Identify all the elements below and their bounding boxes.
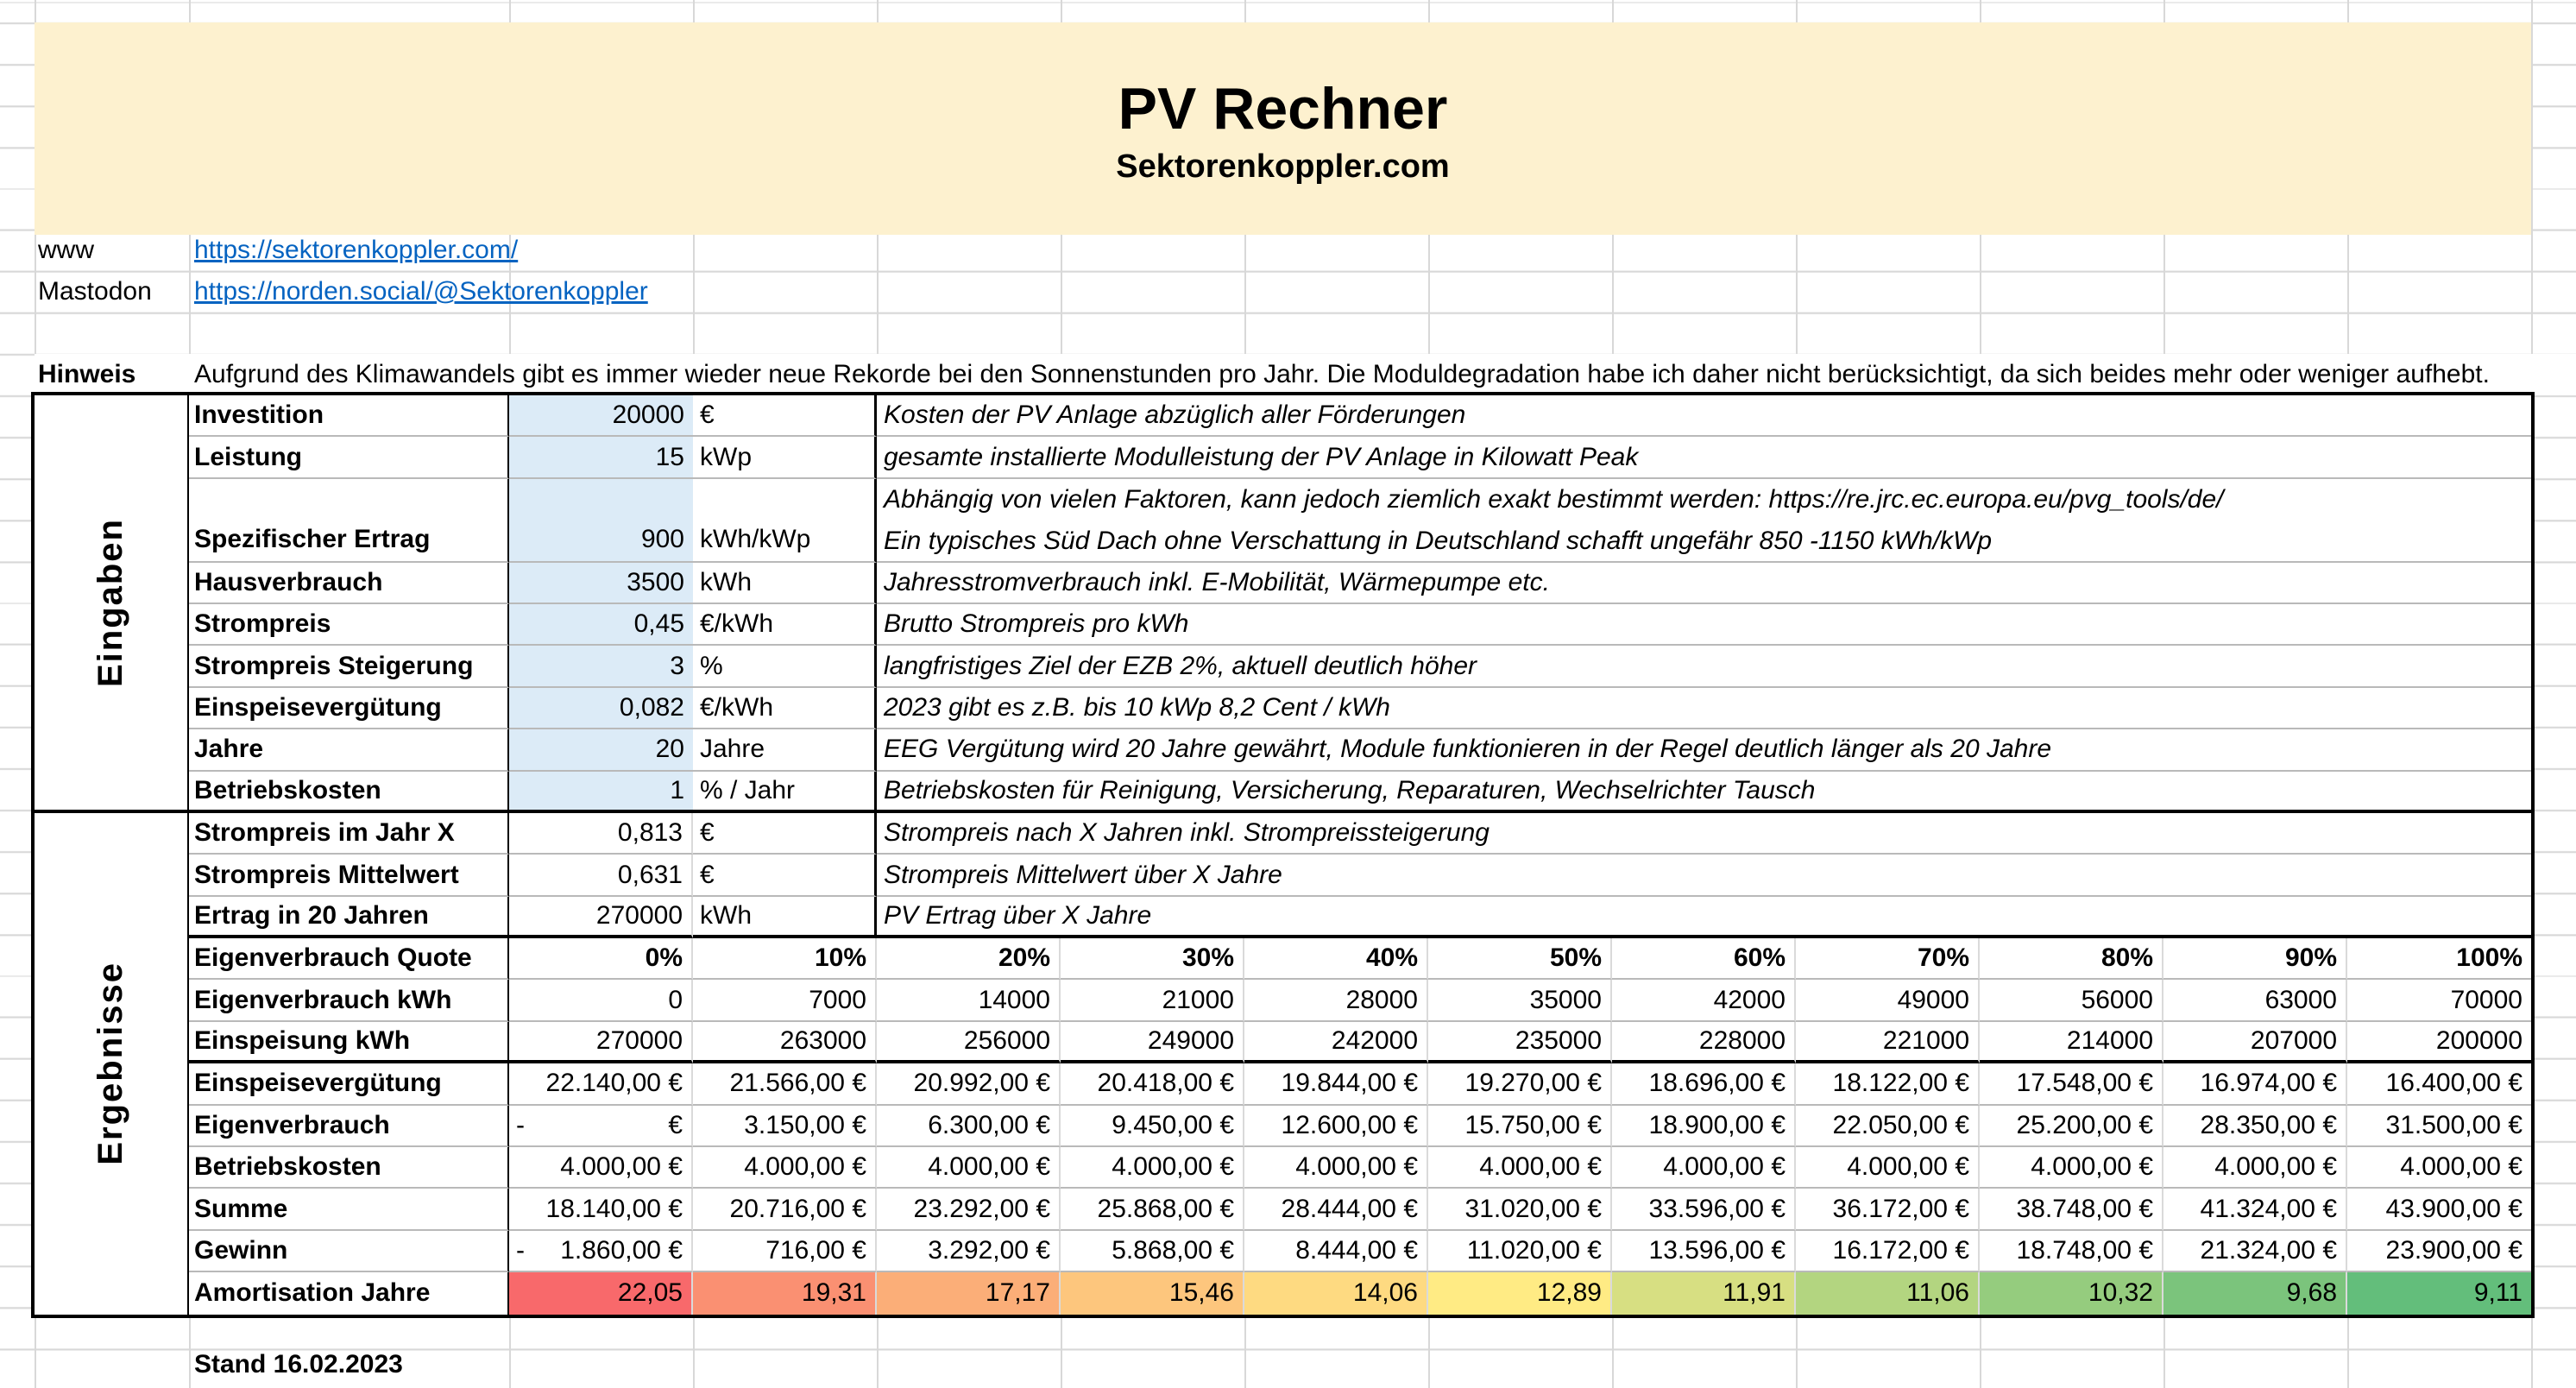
gewinn-value-5: 11.020,00 € bbox=[1428, 1231, 1612, 1272]
einspeiseverg-tung-value-2: 20.992,00 € bbox=[877, 1063, 1061, 1105]
eingabe-input-spezifischer-ertrag[interactable]: 900 bbox=[509, 479, 693, 563]
einspeiseverg-tung-value-8: 17.548,00 € bbox=[1980, 1063, 2163, 1105]
eingabe-input-einspeiseverg-tung[interactable]: 0,082 bbox=[509, 688, 693, 729]
eingabe-desc-jahre: EEG Vergütung wird 20 Jahre gewährt, Module funktionieren in der Regel deutlich länger als 20 Jahre bbox=[877, 729, 2531, 771]
amortisation-jahre-value-1: 19,31 bbox=[693, 1272, 877, 1314]
einspeisung-kwh-value-0: 270000 bbox=[509, 1022, 693, 1063]
einspeiseverg-tung-value-4: 19.844,00 € bbox=[1244, 1063, 1428, 1105]
ergebnis-row-label-einspeisung-kwh: Einspeisung kWh bbox=[189, 1022, 509, 1063]
eingabe-desc-investition: Kosten der PV Anlage abzüglich aller Förderungen bbox=[877, 395, 2531, 437]
eingabe-row-label-einspeiseverg-tung: Einspeisevergütung bbox=[189, 688, 509, 729]
eingabe-input-leistung[interactable]: 15 bbox=[509, 437, 693, 478]
einspeiseverg-tung-value-10: 16.400,00 € bbox=[2347, 1063, 2531, 1105]
betriebskosten-value-6: 4.000,00 € bbox=[1612, 1147, 1796, 1189]
eingabe-desc-hausverbrauch: Jahresstromverbrauch inkl. E-Mobilität, Wärmepumpe etc. bbox=[877, 563, 2531, 604]
ergebnis-row-label-amortisation-jahre: Amortisation Jahre bbox=[189, 1272, 509, 1314]
einspeisung-kwh-value-6: 228000 bbox=[1612, 1022, 1796, 1063]
eigenverbrauch-kwh-value-5: 35000 bbox=[1428, 980, 1612, 1021]
ergebnis-unit-strompreis-mittelwert: € bbox=[693, 855, 877, 896]
eigenverbrauch-kwh-value-1: 7000 bbox=[693, 980, 877, 1021]
eingabe-input-jahre[interactable]: 20 bbox=[509, 729, 693, 771]
ergebnis-row-label-einspeiseverg-tung: Einspeisevergütung bbox=[189, 1063, 509, 1105]
eigenverbrauch-value-6: 18.900,00 € bbox=[1612, 1106, 1796, 1147]
eingabe-input-investition[interactable]: 20000 bbox=[509, 395, 693, 437]
eingabe-unit-einspeiseverg-tung: €/kWh bbox=[693, 688, 877, 729]
mastodon-link[interactable]: https://norden.social/@Sektorenkoppler bbox=[194, 277, 648, 306]
eingabe-unit-spezifischer-ertrag: kWh/kWp bbox=[693, 479, 877, 563]
eigenverbrauch-kwh-value-7: 49000 bbox=[1796, 980, 1980, 1021]
eigenverbrauch-quote-value-5: 50% bbox=[1428, 938, 1612, 980]
title-banner bbox=[35, 22, 2531, 235]
eingabe-unit-jahre: Jahre bbox=[693, 729, 877, 771]
eingabe-row-label-hausverbrauch: Hausverbrauch bbox=[189, 563, 509, 604]
eigenverbrauch-value-4: 12.600,00 € bbox=[1244, 1106, 1428, 1147]
ergebnisse-section-label bbox=[35, 813, 189, 1315]
page-title: PV Rechner bbox=[1118, 76, 1448, 142]
eigenverbrauch-value-9: 28.350,00 € bbox=[2163, 1106, 2347, 1147]
eingabe-desc-spezifischer-ertrag: Abhängig von vielen Faktoren, kann jedoch ziemlich exakt bestimmt werden: https://re.jrc.ec.europa.eu/pvg_tools/de/ Ein typisches Süd Dach ohne Verschattung in Deutschland schafft ungefähr 850 -1150 kWh/kWp bbox=[877, 479, 2531, 563]
eingaben-section-label-text: Eingaben bbox=[91, 517, 129, 687]
page-subtitle: Sektorenkoppler.com bbox=[1116, 148, 1450, 185]
einspeiseverg-tung-value-6: 18.696,00 € bbox=[1612, 1063, 1796, 1105]
eigenverbrauch-kwh-value-2: 14000 bbox=[877, 980, 1061, 1021]
ergebnis-row-label-eigenverbrauch: Eigenverbrauch bbox=[189, 1106, 509, 1147]
eingabe-input-strompreis-steigerung[interactable]: 3 bbox=[509, 646, 693, 687]
eigenverbrauch-kwh-value-4: 28000 bbox=[1244, 980, 1428, 1021]
ergebnis-row-label-ertrag-in-20-jahren: Ertrag in 20 Jahren bbox=[189, 897, 509, 938]
betriebskosten-value-10: 4.000,00 € bbox=[2347, 1147, 2531, 1189]
summe-value-1: 20.716,00 € bbox=[693, 1189, 877, 1230]
amortisation-jahre-value-2: 17,17 bbox=[877, 1272, 1061, 1314]
amortisation-jahre-value-0: 22,05 bbox=[509, 1272, 693, 1314]
betriebskosten-value-4: 4.000,00 € bbox=[1244, 1147, 1428, 1189]
eigenverbrauch-quote-value-7: 70% bbox=[1796, 938, 1980, 980]
einspeisung-kwh-value-9: 207000 bbox=[2163, 1022, 2347, 1063]
eigenverbrauch-value-8: 25.200,00 € bbox=[1980, 1106, 2163, 1147]
eingabe-desc-strompreis-steigerung: langfristiges Ziel der EZB 2%, aktuell deutlich höher bbox=[877, 646, 2531, 687]
eingabe-row-label-spezifischer-ertrag: Spezifischer Ertrag bbox=[189, 479, 509, 563]
eingabe-row-label-strompreis-steigerung: Strompreis Steigerung bbox=[189, 646, 509, 687]
eigenverbrauch-quote-value-4: 40% bbox=[1244, 938, 1428, 980]
ergebnis-row-label-strompreis-im-jahr-x: Strompreis im Jahr X bbox=[189, 813, 509, 855]
eingabe-desc-leistung: gesamte installierte Modulleistung der PV Anlage in Kilowatt Peak bbox=[877, 437, 2531, 478]
eigenverbrauch-kwh-value-0: 0 bbox=[509, 980, 693, 1021]
eigenverbrauch-quote-value-3: 30% bbox=[1061, 938, 1244, 980]
eingabe-unit-leistung: kWp bbox=[693, 437, 877, 478]
summe-value-9: 41.324,00 € bbox=[2163, 1189, 2347, 1230]
eingabe-unit-hausverbrauch: kWh bbox=[693, 563, 877, 604]
hinweis-label: Hinweis bbox=[38, 360, 136, 388]
eingabe-unit-strompreis-steigerung: % bbox=[693, 646, 877, 687]
eingabe-unit-investition: € bbox=[693, 395, 877, 437]
amortisation-jahre-value-7: 11,06 bbox=[1796, 1272, 1980, 1314]
betriebskosten-value-8: 4.000,00 € bbox=[1980, 1147, 2163, 1189]
ergebnis-value-ertrag-in-20-jahren: 270000 bbox=[509, 897, 693, 938]
einspeisung-kwh-value-8: 214000 bbox=[1980, 1022, 2163, 1063]
betriebskosten-value-1: 4.000,00 € bbox=[693, 1147, 877, 1189]
gewinn-value-1: 716,00 € bbox=[693, 1231, 877, 1272]
mastodon-label: Mastodon bbox=[38, 277, 152, 306]
eigenverbrauch-kwh-value-9: 63000 bbox=[2163, 980, 2347, 1021]
betriebskosten-value-2: 4.000,00 € bbox=[877, 1147, 1061, 1189]
gewinn-value-0: - 1.860,00 € bbox=[509, 1231, 693, 1272]
ergebnis-desc-strompreis-im-jahr-x: Strompreis nach X Jahren inkl. Strompreissteigerung bbox=[877, 813, 2531, 855]
betriebskosten-value-5: 4.000,00 € bbox=[1428, 1147, 1612, 1189]
eigenverbrauch-value-1: 3.150,00 € bbox=[693, 1106, 877, 1147]
eigenverbrauch-quote-value-2: 20% bbox=[877, 938, 1061, 980]
einspeisung-kwh-value-5: 235000 bbox=[1428, 1022, 1612, 1063]
summe-value-3: 25.868,00 € bbox=[1061, 1189, 1244, 1230]
betriebskosten-value-3: 4.000,00 € bbox=[1061, 1147, 1244, 1189]
eigenverbrauch-quote-value-6: 60% bbox=[1612, 938, 1796, 980]
eigenverbrauch-value-7: 22.050,00 € bbox=[1796, 1106, 1980, 1147]
summe-value-2: 23.292,00 € bbox=[877, 1189, 1061, 1230]
eigenverbrauch-kwh-value-6: 42000 bbox=[1612, 980, 1796, 1021]
ergebnis-row-label-betriebskosten: Betriebskosten bbox=[189, 1147, 509, 1189]
gewinn-value-9: 21.324,00 € bbox=[2163, 1231, 2347, 1272]
www-label: www bbox=[38, 236, 94, 264]
eigenverbrauch-value-2: 6.300,00 € bbox=[877, 1106, 1061, 1147]
eigenverbrauch-kwh-value-3: 21000 bbox=[1061, 980, 1244, 1021]
summe-value-8: 38.748,00 € bbox=[1980, 1189, 2163, 1230]
summe-value-10: 43.900,00 € bbox=[2347, 1189, 2531, 1230]
eingabe-desc-betriebskosten: Betriebskosten für Reinigung, Versicherung, Reparaturen, Wechselrichter Tausch bbox=[877, 772, 2531, 813]
einspeisung-kwh-value-3: 249000 bbox=[1061, 1022, 1244, 1063]
eigenverbrauch-kwh-value-10: 70000 bbox=[2347, 980, 2531, 1021]
eigenverbrauch-quote-value-0: 0% bbox=[509, 938, 693, 980]
ergebnisse-section-label-text: Ergebnisse bbox=[91, 962, 129, 1166]
stand-date: Stand 16.02.2023 bbox=[194, 1350, 403, 1379]
eigenverbrauch-value-3: 9.450,00 € bbox=[1061, 1106, 1244, 1147]
amortisation-jahre-value-5: 12,89 bbox=[1428, 1272, 1612, 1314]
einspeisung-kwh-value-1: 263000 bbox=[693, 1022, 877, 1063]
eigenverbrauch-value-5: 15.750,00 € bbox=[1428, 1106, 1612, 1147]
einspeisung-kwh-value-4: 242000 bbox=[1244, 1022, 1428, 1063]
ergebnis-row-label-eigenverbrauch-kwh: Eigenverbrauch kWh bbox=[189, 980, 509, 1021]
ergebnis-row-label-summe: Summe bbox=[189, 1189, 509, 1230]
eigenverbrauch-quote-value-10: 100% bbox=[2347, 938, 2531, 980]
eingabe-row-label-investition: Investition bbox=[189, 395, 509, 437]
gewinn-value-6: 13.596,00 € bbox=[1612, 1231, 1796, 1272]
betriebskosten-value-7: 4.000,00 € bbox=[1796, 1147, 1980, 1189]
gewinn-value-8: 18.748,00 € bbox=[1980, 1231, 2163, 1272]
ergebnis-value-strompreis-mittelwert: 0,631 bbox=[509, 855, 693, 896]
einspeiseverg-tung-value-9: 16.974,00 € bbox=[2163, 1063, 2347, 1105]
einspeiseverg-tung-value-7: 18.122,00 € bbox=[1796, 1063, 1980, 1105]
einspeiseverg-tung-value-1: 21.566,00 € bbox=[693, 1063, 877, 1105]
einspeiseverg-tung-value-5: 19.270,00 € bbox=[1428, 1063, 1612, 1105]
ergebnis-row-label-strompreis-mittelwert: Strompreis Mittelwert bbox=[189, 855, 509, 896]
pv-calculator-table bbox=[31, 392, 2535, 1318]
eigenverbrauch-value-0: - € bbox=[509, 1106, 693, 1147]
eigenverbrauch-kwh-value-8: 56000 bbox=[1980, 980, 2163, 1021]
amortisation-jahre-value-6: 11,91 bbox=[1612, 1272, 1796, 1314]
eingabe-unit-betriebskosten: % / Jahr bbox=[693, 772, 877, 813]
eingabe-desc-einspeiseverg-tung: 2023 gibt es z.B. bis 10 kWp 8,2 Cent / kWh bbox=[877, 688, 2531, 729]
ergebnis-unit-ertrag-in-20-jahren: kWh bbox=[693, 897, 877, 938]
eingabe-input-strompreis[interactable]: 0,45 bbox=[509, 604, 693, 646]
summe-value-5: 31.020,00 € bbox=[1428, 1189, 1612, 1230]
gewinn-value-3: 5.868,00 € bbox=[1061, 1231, 1244, 1272]
ergebnis-desc-strompreis-mittelwert: Strompreis Mittelwert über X Jahre bbox=[877, 855, 2531, 896]
hinweis-text: Aufgrund des Klimawandels gibt es immer wieder neue Rekorde bei den Sonnenstunden pro Jahr. Die Moduldegradation habe ich daher nicht berücksichtigt, da sich beides mehr oder weniger aufhebt. bbox=[194, 360, 2490, 388]
gewinn-value-7: 16.172,00 € bbox=[1796, 1231, 1980, 1272]
eingabe-row-label-betriebskosten: Betriebskosten bbox=[189, 772, 509, 813]
ergebnis-row-label-eigenverbrauch-quote: Eigenverbrauch Quote bbox=[189, 938, 509, 980]
eingaben-section-label bbox=[35, 395, 189, 813]
summe-value-7: 36.172,00 € bbox=[1796, 1189, 1980, 1230]
ergebnis-desc-ertrag-in-20-jahren: PV Ertrag über X Jahre bbox=[877, 897, 2531, 938]
eingabe-unit-strompreis: €/kWh bbox=[693, 604, 877, 646]
gewinn-value-10: 23.900,00 € bbox=[2347, 1231, 2531, 1272]
gewinn-value-4: 8.444,00 € bbox=[1244, 1231, 1428, 1272]
eigenverbrauch-quote-value-1: 10% bbox=[693, 938, 877, 980]
eingabe-input-betriebskosten[interactable]: 1 bbox=[509, 772, 693, 813]
eingabe-row-label-strompreis: Strompreis bbox=[189, 604, 509, 646]
amortisation-jahre-value-10: 9,11 bbox=[2347, 1272, 2531, 1314]
eigenverbrauch-value-10: 31.500,00 € bbox=[2347, 1106, 2531, 1147]
gewinn-value-2: 3.292,00 € bbox=[877, 1231, 1061, 1272]
einspeisung-kwh-value-10: 200000 bbox=[2347, 1022, 2531, 1063]
hinweis-row bbox=[35, 354, 2576, 395]
eigenverbrauch-quote-value-8: 80% bbox=[1980, 938, 2163, 980]
ergebnis-unit-strompreis-im-jahr-x: € bbox=[693, 813, 877, 855]
eingabe-row-label-jahre: Jahre bbox=[189, 729, 509, 771]
www-link[interactable]: https://sektorenkoppler.com/ bbox=[194, 236, 519, 264]
amortisation-jahre-value-4: 14,06 bbox=[1244, 1272, 1428, 1314]
summe-value-6: 33.596,00 € bbox=[1612, 1189, 1796, 1230]
eingabe-row-label-leistung: Leistung bbox=[189, 437, 509, 478]
eingabe-desc-strompreis: Brutto Strompreis pro kWh bbox=[877, 604, 2531, 646]
amortisation-jahre-value-9: 9,68 bbox=[2163, 1272, 2347, 1314]
eingabe-input-hausverbrauch[interactable]: 3500 bbox=[509, 563, 693, 604]
betriebskosten-value-9: 4.000,00 € bbox=[2163, 1147, 2347, 1189]
eigenverbrauch-quote-value-9: 90% bbox=[2163, 938, 2347, 980]
summe-value-4: 28.444,00 € bbox=[1244, 1189, 1428, 1230]
ergebnis-row-label-gewinn: Gewinn bbox=[189, 1231, 509, 1272]
einspeiseverg-tung-value-3: 20.418,00 € bbox=[1061, 1063, 1244, 1105]
ergebnis-value-strompreis-im-jahr-x: 0,813 bbox=[509, 813, 693, 855]
einspeisung-kwh-value-7: 221000 bbox=[1796, 1022, 1980, 1063]
amortisation-jahre-value-8: 10,32 bbox=[1980, 1272, 2163, 1314]
summe-value-0: 18.140,00 € bbox=[509, 1189, 693, 1230]
betriebskosten-value-0: 4.000,00 € bbox=[509, 1147, 693, 1189]
einspeiseverg-tung-value-0: 22.140,00 € bbox=[509, 1063, 693, 1105]
amortisation-jahre-value-3: 15,46 bbox=[1061, 1272, 1244, 1314]
einspeisung-kwh-value-2: 256000 bbox=[877, 1022, 1061, 1063]
